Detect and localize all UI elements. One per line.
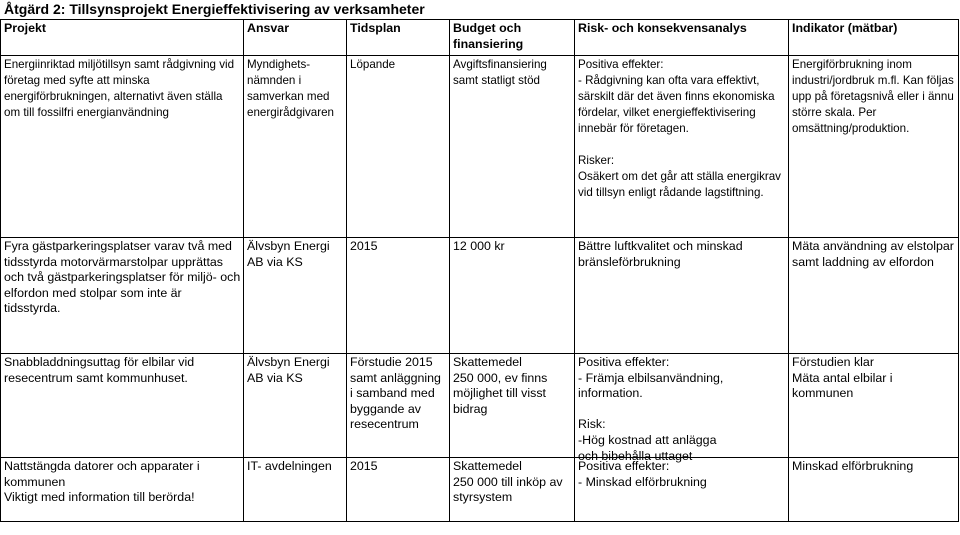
- cell-tidsplan: 2015: [347, 238, 450, 354]
- table-row: [1, 354, 959, 458]
- cell-budget: Skattemedel 250 000, ev finns möjlighet till visst bidrag: [450, 354, 575, 458]
- header-projekt: Projekt: [1, 20, 244, 56]
- cell-risk: Bättre luftkvalitet och minskad bränsleförbrukning: [575, 238, 789, 354]
- cell-indikator: Förstudien klar Mäta antal elbilar i kommunen: [789, 354, 959, 458]
- cell-tidsplan: Löpande: [347, 56, 450, 238]
- cell-projekt: Fyra gästparkeringsplatser varav två med tidsstyrda motorvärmarstolpar upprättas och två gästparkeringsplatser för miljö- och elfordon med stolpar som inte är tidsstyrda.: [1, 238, 244, 354]
- cell-tidsplan: Förstudie 2015 samt anläggning i samband med byggande av resecentrum: [347, 354, 450, 458]
- header-ansvar: Ansvar: [244, 20, 347, 56]
- cell-budget: Avgiftsfinansiering samt statligt stöd: [450, 56, 575, 238]
- cell-risk-wrapper: [575, 354, 789, 463]
- table-row: [1, 56, 959, 238]
- table-row: [1, 238, 959, 354]
- header-row: [1, 20, 959, 56]
- cell-ansvar: Myndighets- nämnden i samverkan med energirådgivaren: [244, 56, 347, 238]
- cell-indikator: Minskad elförbrukning: [789, 458, 959, 522]
- cell-tidsplan: 2015: [347, 458, 450, 522]
- cell-indikator: Mäta användning av elstolpar samt laddning av elfordon: [789, 238, 959, 354]
- header-tidsplan: Tidsplan: [347, 20, 450, 56]
- cell-ansvar: Älvsbyn Energi AB via KS: [244, 238, 347, 354]
- document-title: Åtgärd 2: Tillsynsprojekt Energieffektivisering av verksamheter: [4, 1, 425, 17]
- cell-projekt: Nattstängda datorer och apparater i kommunen Viktigt med information till berörda!: [1, 458, 244, 522]
- table-row: [1, 458, 959, 522]
- action-plan-table: [0, 19, 959, 522]
- cell-indikator: Energiförbrukning inom industri/jordbruk m.fl. Kan följas upp på företagsnivå eller i ännu större skala. Per omsättning/produktion.: [789, 56, 959, 238]
- cell-risk: Positiva effekter: - Rådgivning kan ofta vara effektivt, särskilt där det även finns ekonomiska fördelar, vilket energieffektivisering innebär för företagen. Risker: Osäkert om det går att ställa energikrav vid tillsyn enligt rådande lagstiftning.: [575, 56, 789, 238]
- cell-ansvar: IT- avdelningen: [244, 458, 347, 522]
- cell-budget: 12 000 kr: [450, 238, 575, 354]
- cell-budget: Skattemedel 250 000 till inköp av styrsystem: [450, 458, 575, 522]
- cell-ansvar: Älvsbyn Energi AB via KS: [244, 354, 347, 458]
- cell-risk: Positiva effekter: - Främja elbilsanvändning, information. Risk: -Hög kostnad att anlägga och bibehålla uttaget: [578, 355, 724, 463]
- cell-projekt: Snabbladdningsuttag för elbilar vid resecentrum samt kommunhuset.: [1, 354, 244, 458]
- cell-projekt: Energiinriktad miljötillsyn samt rådgivning vid företag med syfte att minska energiförbrukningen, alternativt även ställa om till fossilfri energianvändning: [1, 56, 244, 238]
- header-indikator: Indikator (mätbar): [789, 20, 959, 56]
- header-budget: Budget och finansiering: [450, 20, 575, 56]
- header-risk: Risk- och konsekvensanalys: [575, 20, 789, 56]
- cell-risk: Positiva effekter: - Minskad elförbrukning: [575, 458, 789, 522]
